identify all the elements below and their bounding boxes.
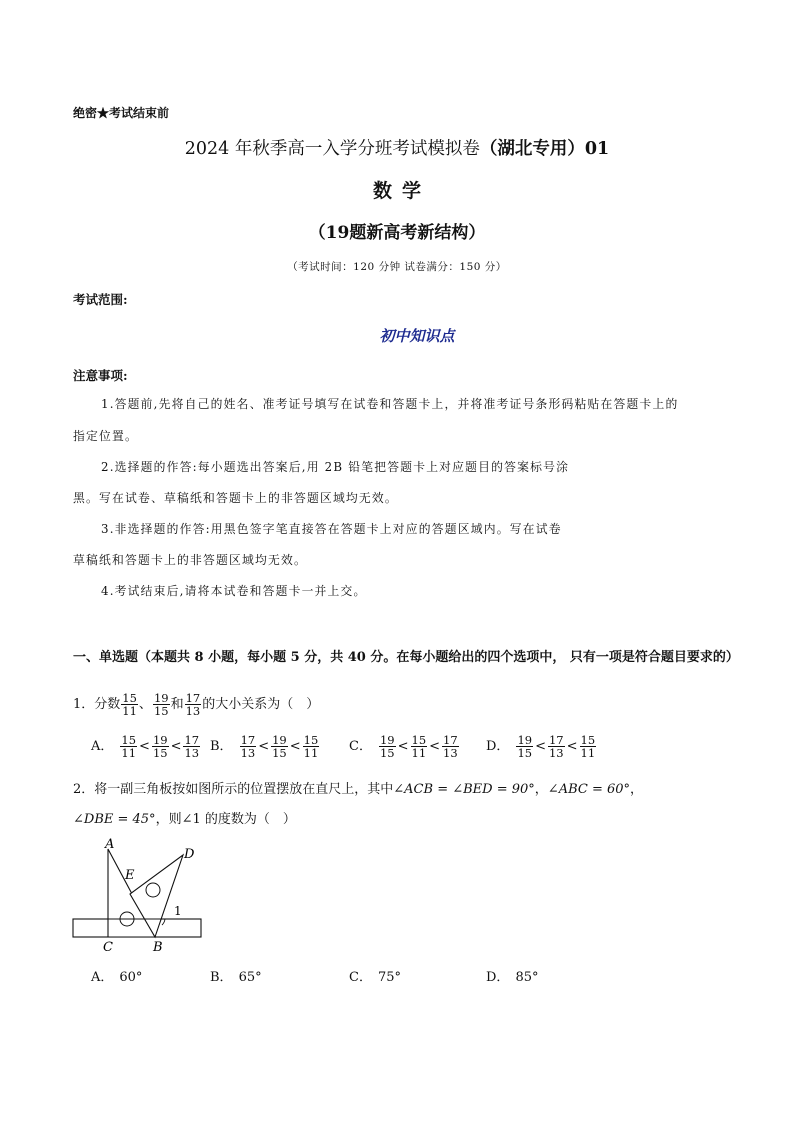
option-letter: A．: [91, 970, 114, 985]
question-2-line-1: [73, 778, 643, 797]
fraction-numerator: 19: [379, 733, 395, 747]
q1-separator: 和: [170, 697, 184, 712]
less-than-sign: <: [139, 739, 150, 754]
fraction-denominator: 13: [185, 704, 201, 718]
fraction-denominator: 11: [580, 746, 596, 760]
q2-angle-expr: ∠ABC = 60°: [547, 782, 631, 797]
option-fraction: [580, 734, 597, 759]
q1-option-d[interactable]: [486, 734, 597, 759]
less-than-sign: <: [566, 739, 578, 754]
fraction-denominator: 11: [122, 704, 137, 718]
notice-line-4: 黑。写在试卷、草稿纸和答题卡上的非答题区域均无效。: [73, 491, 398, 505]
q2-text: ，: [630, 782, 644, 797]
option-fraction: [152, 734, 169, 759]
fraction-numerator: 17: [184, 733, 200, 747]
option-fraction: [516, 734, 533, 759]
exam-title-region: （湖北专用）01: [479, 139, 610, 159]
option-fraction: [411, 734, 428, 759]
q1-fraction: [153, 692, 170, 717]
option-letter: C．: [349, 739, 372, 754]
fraction-numerator: 15: [580, 733, 596, 747]
notice-line-2: 指定位置。: [73, 429, 138, 443]
label-point: A: [105, 837, 115, 852]
less-than-sign: <: [397, 739, 409, 754]
option-letter: D．: [486, 970, 510, 985]
q1-option-a[interactable]: [91, 734, 201, 759]
option-letter: D．: [486, 739, 510, 754]
option-value: 60°: [119, 970, 143, 985]
less-than-sign: <: [535, 739, 546, 754]
fraction-numerator: 17: [548, 733, 564, 747]
fraction-denominator: 13: [548, 746, 564, 760]
option-letter: C．: [349, 970, 372, 985]
q1-fraction: [121, 692, 138, 717]
q2-text: 2．将一副三角板按如图所示的位置摆放在直尺上，其中: [73, 782, 394, 797]
notice-line-6: 草稿纸和答题卡上的非答题区域均无效。: [73, 553, 307, 567]
fraction-denominator: 11: [303, 746, 319, 760]
fraction-denominator: 15: [153, 704, 169, 718]
question-2-line-2: [73, 808, 296, 827]
option-fraction: [303, 734, 320, 759]
q2-text: ，则∠1 的度数为（ ）: [155, 812, 296, 827]
fraction-numerator: 17: [240, 733, 256, 747]
fraction-denominator: 11: [121, 746, 137, 760]
option-letter: B．: [210, 970, 233, 985]
fraction-denominator: 15: [517, 746, 533, 760]
exam-subtitle: （19题新高考新结构）: [308, 223, 486, 243]
q2-option-a[interactable]: [91, 966, 142, 985]
q1-prefix: 1．分数: [73, 697, 121, 712]
angle-1-arc: [162, 919, 165, 925]
option-fraction: [120, 734, 137, 759]
fraction-numerator: 19: [272, 733, 287, 747]
label-point: C: [103, 940, 113, 955]
option-fraction: [548, 734, 565, 759]
notice-line-5: 3.非选择题的作答:用黑色签字笔直接答在答题卡上对应的答题区域内。写在试卷: [101, 522, 562, 536]
notice-line-7: 4.考试结束后,请将本试卷和答题卡一并上交。: [101, 584, 367, 598]
fraction-numerator: 15: [411, 733, 427, 747]
fraction-numerator: 17: [185, 691, 201, 705]
option-fraction: [379, 734, 396, 759]
fraction-denominator: 13: [443, 746, 458, 760]
exam-subject: 数学: [372, 180, 431, 202]
q2-option-d[interactable]: [486, 966, 538, 985]
less-than-sign: <: [258, 739, 270, 754]
notice-line-3: 2.选择题的作答:每小题选出答案后,用 2B 铅笔把答题卡上对应题目的答案标号涂: [101, 460, 570, 474]
confidential-mark: 绝密★考试结束前: [73, 106, 170, 120]
fraction-numerator: 17: [443, 733, 458, 747]
fraction-denominator: 11: [411, 746, 427, 760]
label-angle-1: 1: [174, 904, 182, 918]
q1-fraction: [185, 692, 202, 717]
q2-angle-expr: ∠DBE = 45°: [73, 812, 156, 827]
exam-meta: （考试时间：120 分钟 试卷满分：150 分）: [287, 261, 507, 273]
range-label: 考试范围:: [73, 292, 128, 307]
fraction-denominator: 15: [379, 746, 395, 760]
fraction-denominator: 13: [240, 746, 256, 760]
option-value: 85°: [515, 970, 539, 985]
label-point: D: [184, 847, 195, 862]
label-point: E: [125, 868, 135, 883]
exam-title: [0, 135, 794, 160]
fraction-numerator: 19: [517, 733, 533, 747]
section-heading: 一、单选题（本题共 8 小题，每小题 5 分，共 40 分。在每小题给出的四个选项中， 只有一项是符合题目要求的）: [73, 650, 739, 665]
option-value: 75°: [377, 970, 401, 985]
question-1: [73, 692, 319, 717]
fraction-denominator: 15: [272, 746, 287, 760]
fraction-denominator: 15: [152, 746, 168, 760]
less-than-sign: <: [289, 739, 301, 754]
fraction-numerator: 19: [152, 733, 168, 747]
notice-label: 注意事项:: [73, 368, 128, 383]
q2-text: ，: [534, 782, 548, 797]
notice-line-1: 1.答题前,先将自己的姓名、准考证号填写在试卷和答题卡上，并将准考证号条形码粘贴在答题卡上的: [101, 397, 679, 411]
q1-suffix: 的大小关系为（ ）: [202, 697, 320, 712]
fraction-numerator: 19: [153, 691, 169, 705]
q2-angle-expr: ∠ACB = ∠BED = 90°: [393, 782, 535, 797]
option-fraction: [240, 734, 257, 759]
option-fraction: [183, 734, 200, 759]
q1-option-c[interactable]: [349, 734, 460, 759]
option-fraction: [271, 734, 288, 759]
q1-separator: 、: [138, 697, 152, 712]
fraction-numerator: 15: [122, 691, 137, 705]
less-than-sign: <: [170, 739, 182, 754]
q1-option-b[interactable]: [210, 734, 320, 759]
fraction-numerator: 15: [121, 733, 137, 747]
option-value: 65°: [238, 970, 262, 985]
label-point: B: [153, 940, 163, 955]
q2-option-c[interactable]: [349, 966, 401, 985]
option-letter: A．: [91, 739, 114, 754]
option-letter: B．: [210, 739, 233, 754]
fraction-numerator: 15: [303, 733, 319, 747]
fraction-denominator: 13: [184, 746, 200, 760]
less-than-sign: <: [429, 739, 441, 754]
option-fraction: [442, 734, 459, 759]
exam-title-main: 2024 年秋季高一入学分班考试模拟卷: [184, 139, 480, 159]
q2-option-b[interactable]: [210, 966, 262, 985]
range-value: 初中知识点: [379, 327, 455, 345]
q2-geometry-figure: [66, 834, 216, 958]
